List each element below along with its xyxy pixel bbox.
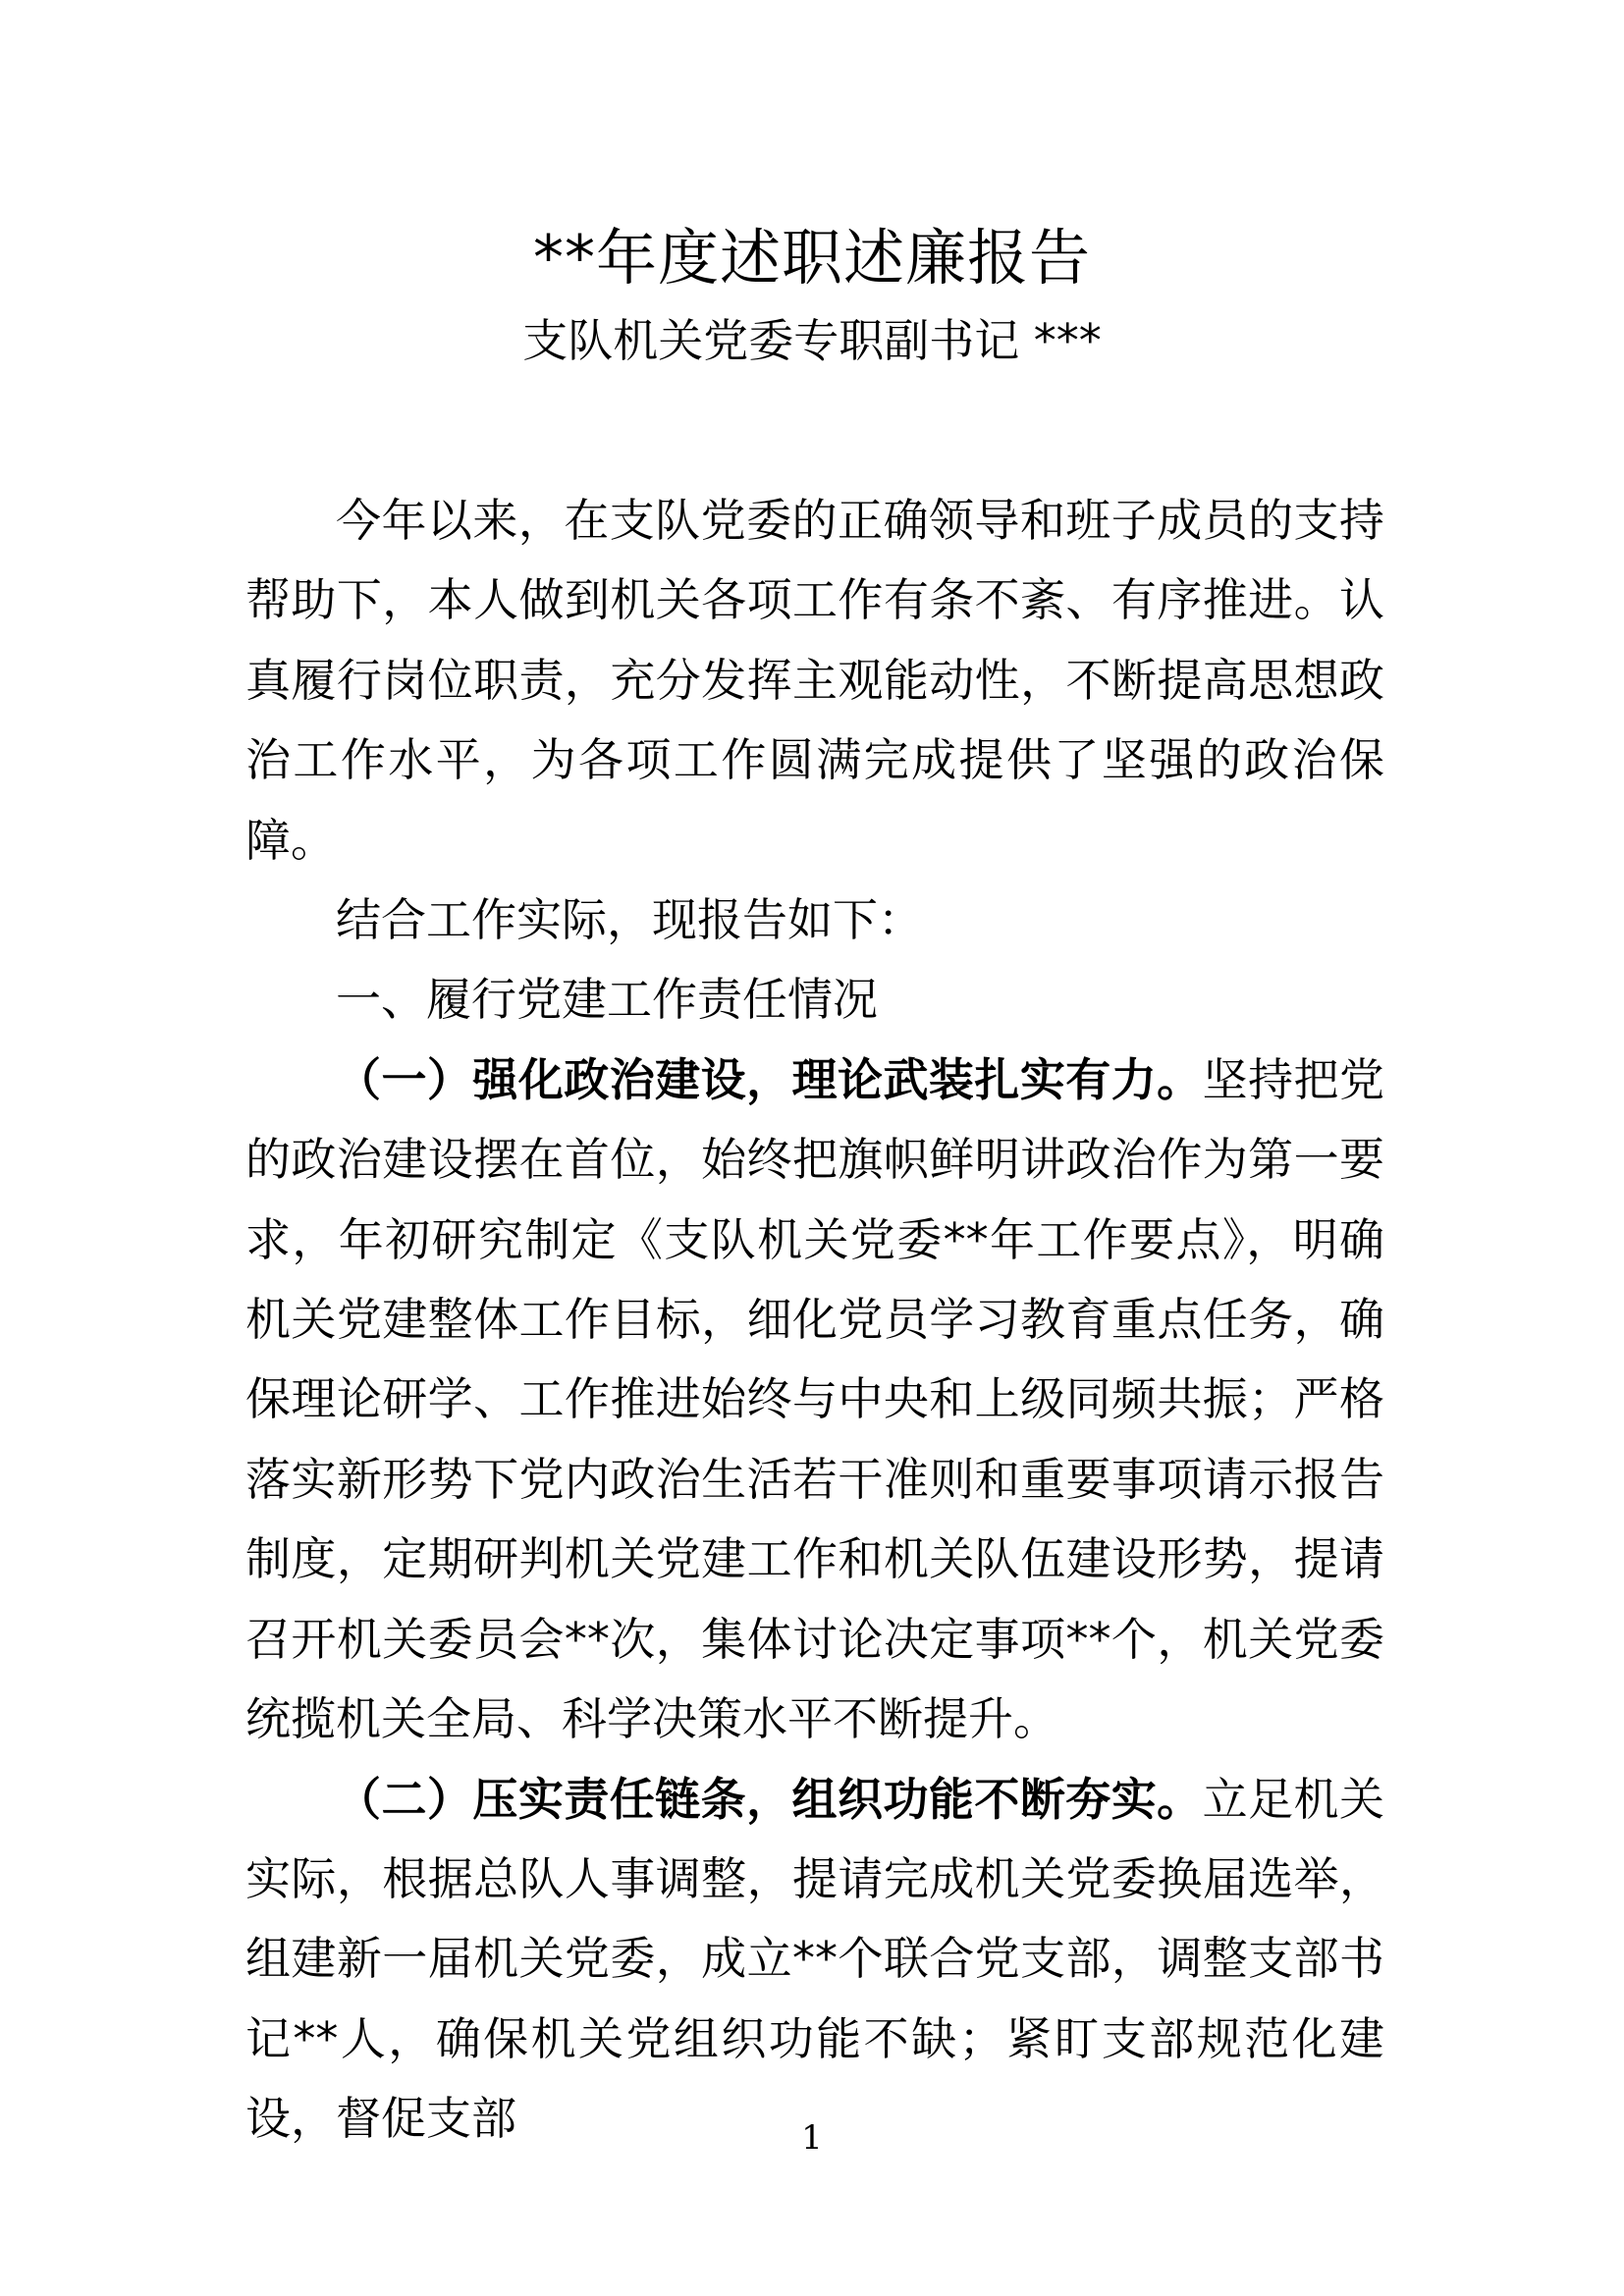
paragraph-text: 一、履行党建工作责任情况 bbox=[336, 973, 878, 1027]
paragraph-responsibility-chain bbox=[245, 1760, 1384, 2160]
document-title: **年度述职述廉报告 bbox=[532, 222, 1091, 294]
paragraph-political-building bbox=[245, 1041, 1384, 1760]
paragraph-heading: （二）压实责任链条，组织功能不断夯实。 bbox=[336, 1772, 1203, 1826]
paragraph-text: 坚持把党的政治建设摆在首位，始终把旗帜鲜明讲政治作为第一要求，年初研究制定《支队机关党委**年工作要点》，明确机关党建整体工作目标，细化党员学习教育重点任务，确保理论研学、工作推进始终与中央和上级同频共振；严格落实新形势下党内政治生活若干准则和重要事项请示报告制度，定期研判机关党建工作和机关队伍建设形势，提请召开机关委员会**次，集体讨论决定事项**个，机关党委统揽机关全局、科学决策水平不断提升。 bbox=[245, 1052, 1385, 1746]
document-body bbox=[245, 481, 1384, 2160]
paragraph-text: 今年以来，在支队党委的正确领导和班子成员的支持帮助下，本人做到机关各项工作有条不紊、有序推进。认真履行岗位职责，充分发挥主观能动性，不断提高思想政治工作水平，为各项工作圆满完成提供了坚强的政治保障。 bbox=[245, 494, 1384, 867]
document-subtitle: 支队机关党委专职副书记 *** bbox=[522, 314, 1102, 367]
paragraph-heading: （一）强化政治建设，理论武装扎实有力。 bbox=[336, 1052, 1203, 1106]
paragraph-report-lead bbox=[245, 881, 1384, 960]
paragraph-text: 结合工作实际，现报告如下： bbox=[336, 893, 923, 947]
paragraph-intro bbox=[245, 481, 1384, 881]
section-heading-1 bbox=[245, 960, 1384, 1040]
paragraph-text: 立足机关实际，根据总队人事调整，提请完成机关党委换届选举，组建新一届机关党委，成立**个联合党支部，调整支部书记**人，确保机关党组织功能不缺；紧盯支部规范化建设，督促支部 bbox=[245, 1772, 1385, 2146]
page-number: 1 bbox=[801, 2118, 823, 2158]
